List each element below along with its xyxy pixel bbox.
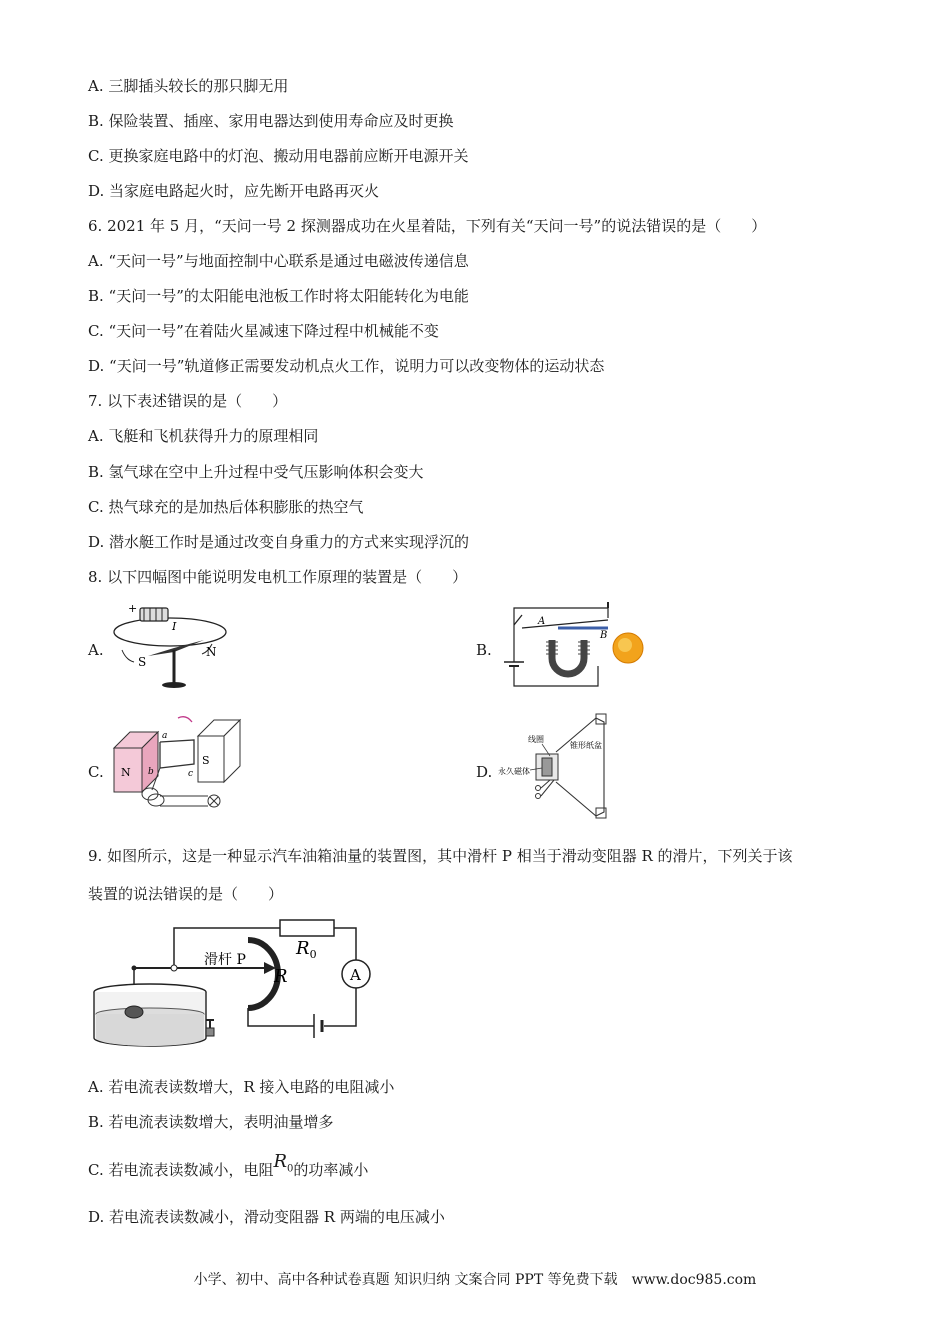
q8-label-b: B.	[476, 641, 492, 659]
q8-figure-c-generator	[108, 712, 248, 822]
fig-c-b-label: b	[148, 767, 154, 777]
q6-option-a: A. “天问一号”与地面控制中心联系是通过电磁波传递信息	[88, 252, 469, 270]
q8-label-c: C.	[88, 763, 104, 781]
fig-a-s-label: S	[138, 655, 147, 669]
q6-option-b: B. “天问一号”的太阳能电池板工作时将太阳能转化为电能	[88, 287, 469, 305]
fig-c-c-label: c	[188, 769, 194, 779]
q9-option-b: B. 若电流表读数增大，表明油量增多	[88, 1113, 334, 1131]
q8-figure-d-speaker	[494, 712, 624, 822]
fig-a-current-label: I	[172, 620, 177, 633]
fig-r0-label: $R_0$	[296, 938, 317, 961]
q9-stem-line2: 装置的说法错误的是（ ）	[88, 885, 284, 903]
q9-option-c-pre: C. 若电流表读数减小，电阻	[88, 1161, 274, 1179]
q7-option-a: A. 飞艇和飞机获得升力的原理相同	[88, 427, 319, 445]
page-footer: 小学、初中、高中各种试卷真题 知识归纳 文案合同 PPT 等免费下载 www.doc985.com	[193, 1272, 757, 1288]
q9-stem-line1: 9. 如图所示，这是一种显示汽车油箱油量的装置图，其中滑杆 P 相当于滑动变阻器 R 的滑片，下列关于该	[88, 847, 793, 865]
fig-r0-resistor	[280, 920, 334, 936]
q6-stem: 6. 2021 年 5 月，“天问一号 2 探测器成功在火星着陆，下列有关“天问一号”的说法错误的是（ ）	[88, 217, 767, 235]
q9-option-d: D. 若电流表读数减小，滑动变阻器 R 两端的电压减小	[88, 1208, 445, 1226]
fig-d-magnet-label: 永久磁体	[498, 767, 530, 776]
q7-stem: 7. 以下表述错误的是（ ）	[88, 392, 288, 410]
q8-figure-a-oersted	[108, 600, 238, 690]
q5-option-a: A. 三脚插头较长的那只脚无用	[88, 77, 289, 95]
q9-option-c-r0: $R_0$	[273, 1151, 294, 1175]
q5-option-d: D. 当家庭电路起火时，应先断开电路再灭火	[88, 182, 380, 200]
q7-option-c: C. 热气球充的是加热后体积膨胀的热空气	[88, 498, 364, 516]
fig-ammeter-label: A	[350, 966, 361, 984]
fig-c-n-label: N	[121, 766, 131, 779]
q8-stem: 8. 以下四幅图中能说明发电机工作原理的装置是（ ）	[88, 568, 468, 586]
q9-option-c-post: 的功率减小	[293, 1161, 369, 1179]
fig-b-b-label: B	[600, 630, 608, 641]
fig-d-cone-label: 锥形纸盆	[570, 741, 602, 750]
q7-option-d: D. 潜水艇工作时是通过改变自身重力的方式来实现浮沉的	[88, 533, 470, 551]
q9-option-c	[88, 1151, 369, 1188]
fig-a-n-label: N	[206, 645, 217, 659]
fig-c-a-label: a	[162, 731, 168, 741]
fig-slider-label: 滑杆 P	[204, 952, 246, 968]
q8-label-a: A.	[88, 641, 104, 659]
q8-label-d: D.	[476, 763, 493, 781]
q6-option-c: C. “天问一号”在着陆火星减速下降过程中机械能不变	[88, 322, 439, 340]
q9-figure-fuel-gauge	[88, 912, 388, 1052]
fig-b-a-label: A	[538, 616, 546, 627]
q7-option-b: B. 氢气球在空中上升过程中受气压影响体积会变大	[88, 463, 424, 481]
fig-d-coil-label: 线圈	[528, 735, 544, 744]
q9-option-a: A. 若电流表读数增大，R 接入电路的电阻减小	[88, 1078, 395, 1096]
q5-option-b: B. 保险装置、插座、家用电器达到使用寿命应及时更换	[88, 112, 454, 130]
q6-option-d: D. “天问一号”轨道修正需要发动机点火工作，说明力可以改变物体的运动状态	[88, 357, 605, 375]
q5-option-c: C. 更换家庭电路中的灯泡、搬动用电器前应断开电源开关	[88, 147, 469, 165]
fig-c-s-label: S	[202, 754, 210, 767]
fig-r-label: R	[274, 966, 288, 987]
fig-a-plus-label: +	[128, 602, 138, 615]
q8-figure-b-electromagnetic-relay	[498, 600, 650, 690]
